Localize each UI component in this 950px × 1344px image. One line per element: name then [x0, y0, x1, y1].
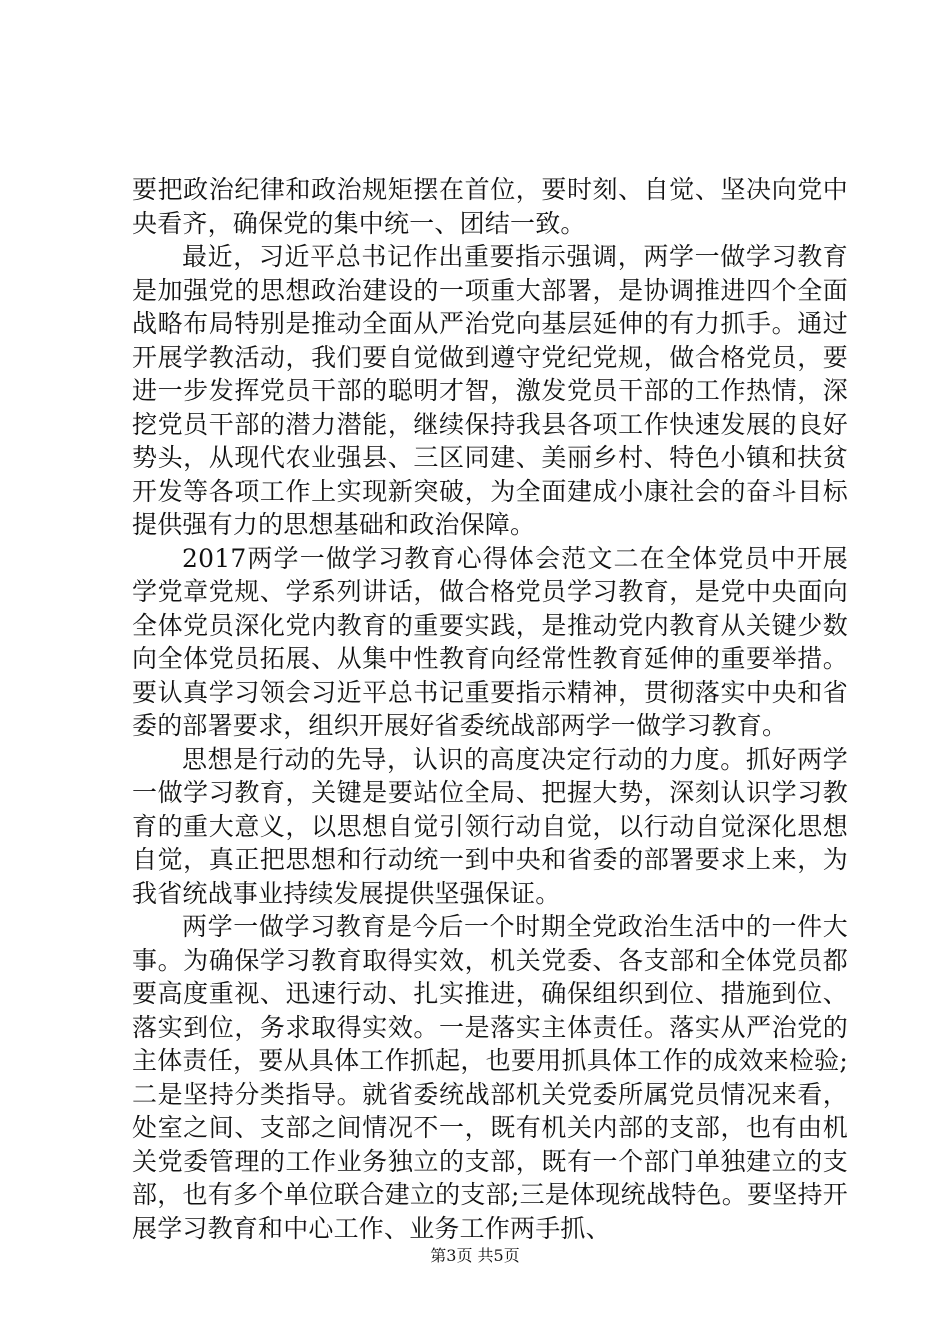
- paragraph-4: 思想是行动的先导，认识的高度决定行动的力度。抓好两学一做学习教育，关键是要站位全局、把握大势，深刻认识学习教育的重大意义，以思想自觉引领行动自觉，以行动自觉深化思想自觉，真正把思想和行动统一到中央和省委的部署要求上来，为我省统战事业持续发展提供坚强保证。: [132, 744, 848, 908]
- paragraph-2: 最近，习近平总书记作出重要指示强调，两学一做学习教育是加强党的思想政治建设的一项重大部署，是协调推进四个全面战略布局特别是推动全面从严治党向基层延伸的有力抓手。通过开展学教活动，我们要自觉做到遵守党纪党规，做合格党员，要进一步发挥党员干部的聪明才智，激发党员干部的工作热情，深挖党员干部的潜力潜能，继续保持我县各项工作快速发展的良好势头，从现代农业强县、三区同建、美丽乡村、特色小镇和扶贫开发等各项工作上实现新突破，为全面建成小康社会的奋斗目标提供强有力的思想基础和政治保障。: [132, 242, 848, 539]
- paragraph-1: 要把政治纪律和政治规矩摆在首位，要时刻、自觉、坚决向党中央看齐，确保党的集中统一、团结一致。: [132, 175, 848, 238]
- document-body: [132, 173, 848, 1245]
- paragraph-3: 2017两学一做学习教育心得体会范文二在全体党员中开展学党章党规、学系列讲话，做合格党员学习教育，是党中央面向全体党员深化党内教育的重要实践，是推动党内教育从关键少数向全体党员拓展、从集中性教育向经常性教育延伸的重要举措。要认真学习领会习近平总书记重要指示精神，贯彻落实中央和省委的部署要求，组织开展好省委统战部两学一做学习教育。: [132, 543, 848, 740]
- paragraph-5: 两学一做学习教育是今后一个时期全党政治生活中的一件大事。为确保学习教育取得实效，机关党委、各支部和全体党员都要高度重视、迅速行动、扎实推进，确保组织到位、措施到位、落实到位，务求取得实效。一是落实主体责任。落实从严治党的主体责任，要从具体工作抓起，也要用抓具体工作的成效来检验;二是坚持分类指导。就省委统战部机关党委所属党员情况来看，处室之间、支部之间情况不一，既有机关内部的支部，也有由机关党委管理的工作业务独立的支部，既有一个部门单独建立的支部，也有多个单位联合建立的支部;三是体现统战特色。要坚持开展学习教育和中心工作、业务工作两手抓、: [132, 912, 848, 1243]
- page-number-footer: 第3页 共5页: [430, 1246, 520, 1265]
